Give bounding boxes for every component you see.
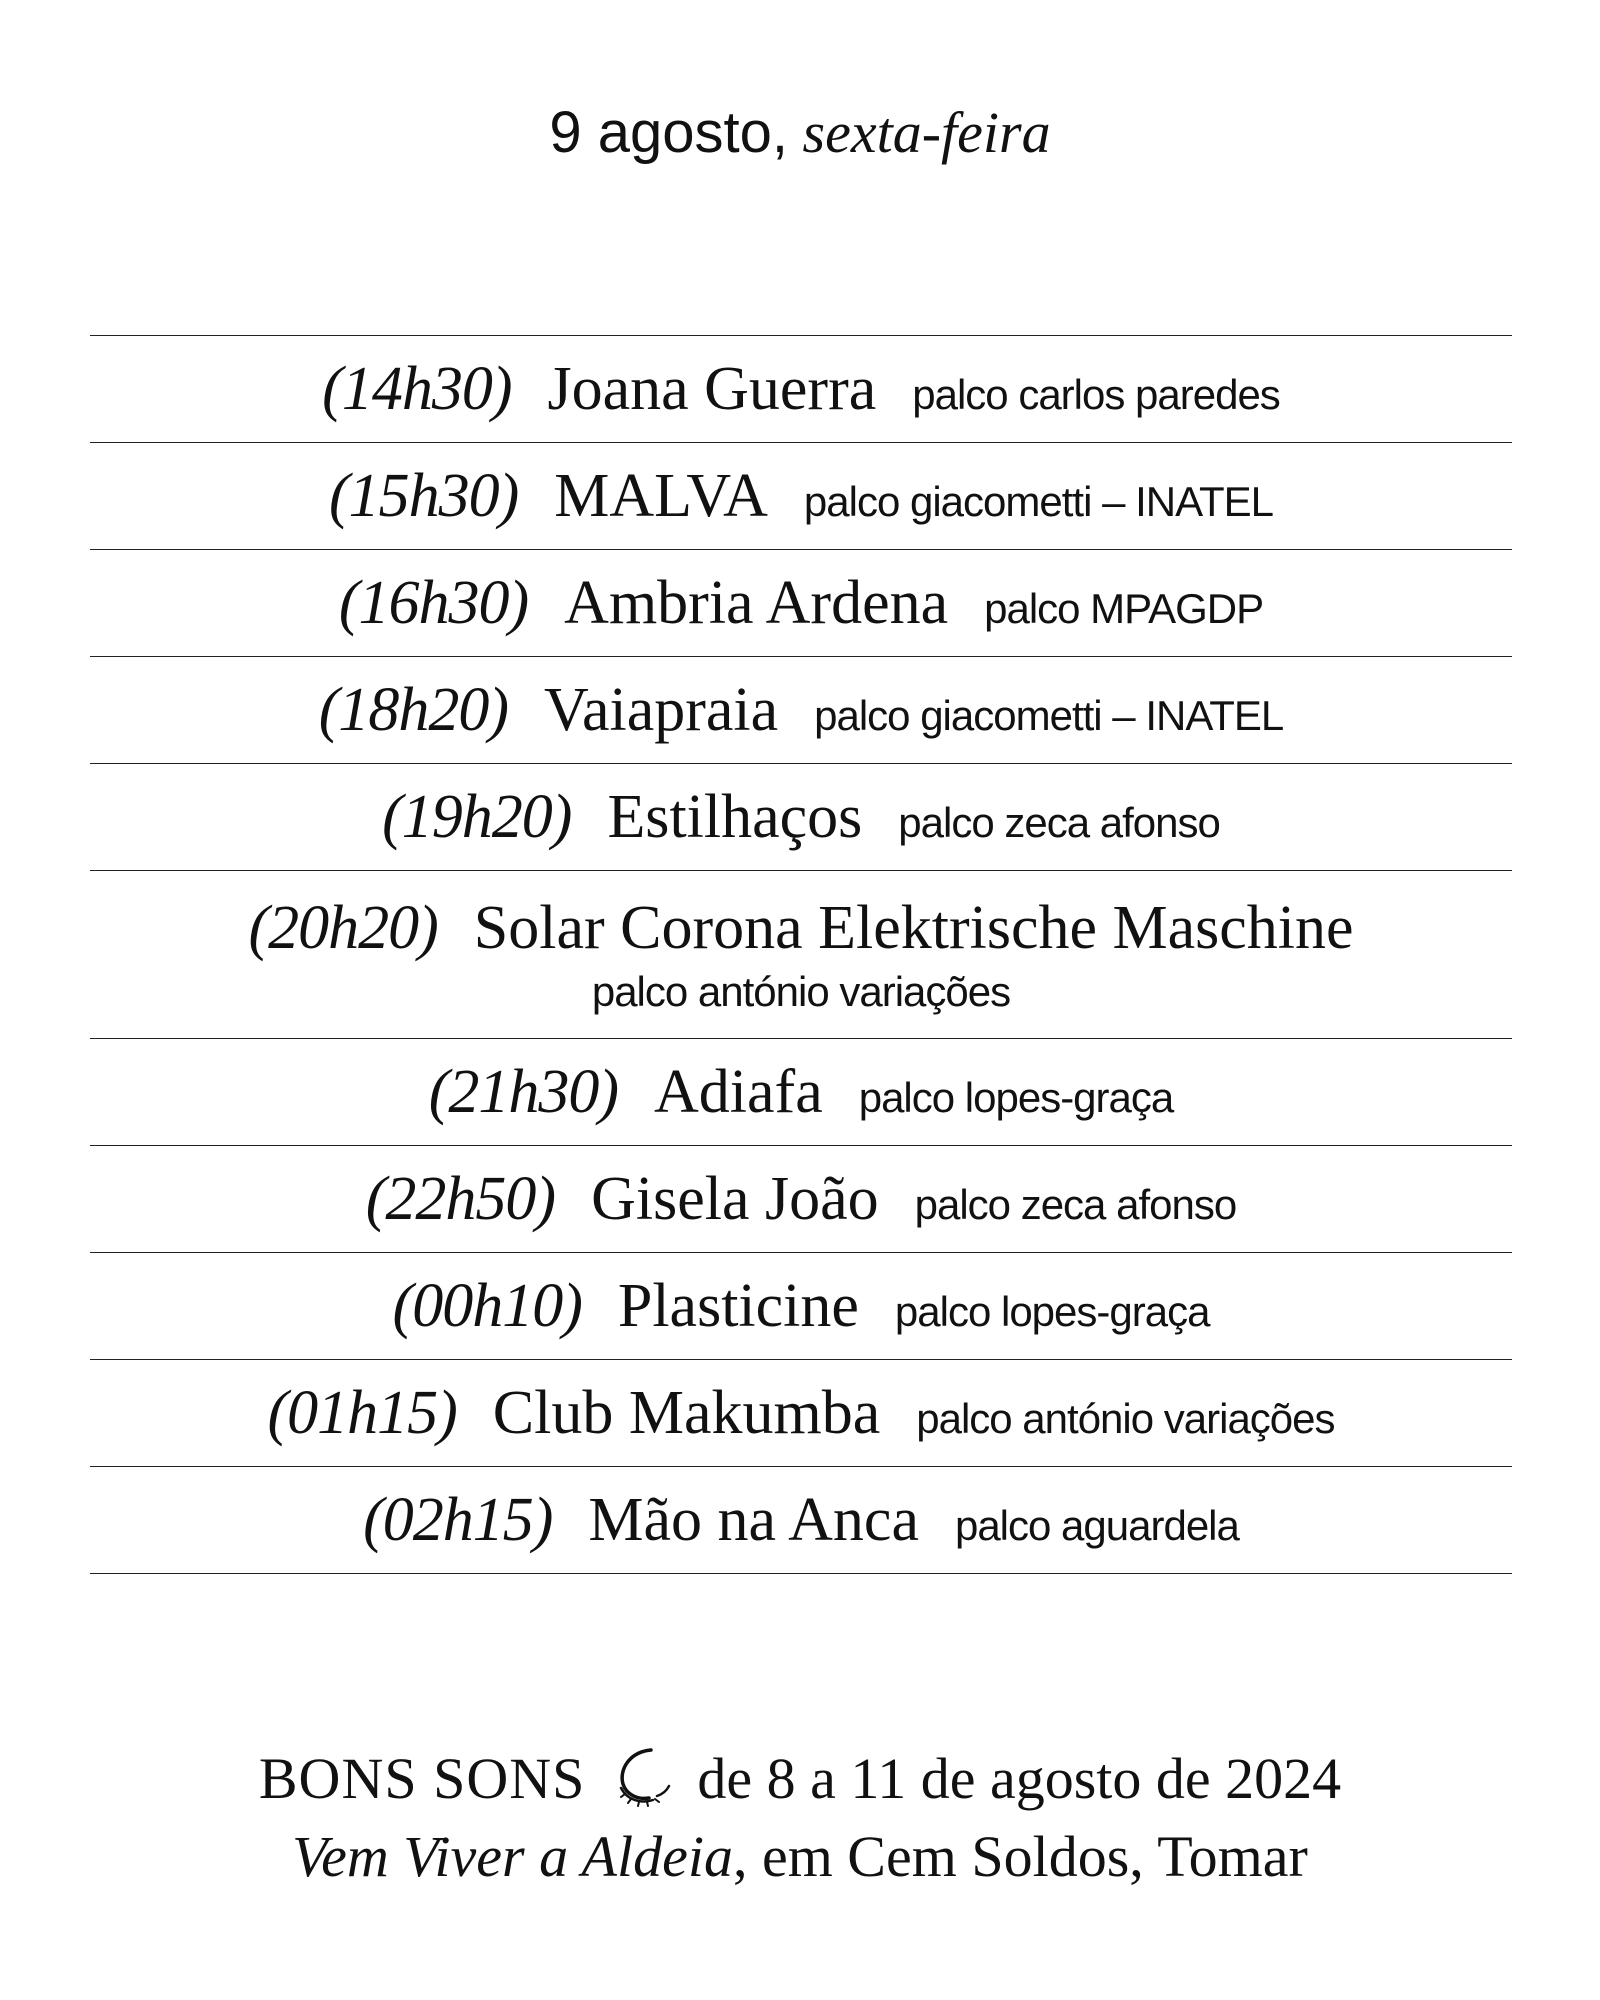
schedule-artist: Adiafa bbox=[654, 1057, 823, 1126]
schedule-stage: palco lopes-graça bbox=[894, 1287, 1210, 1335]
schedule-row bbox=[90, 336, 1512, 443]
festival-dates: de 8 a 11 de agosto de 2024 bbox=[697, 1746, 1342, 1811]
schedule-row bbox=[90, 871, 1512, 1039]
schedule-time: (20h20) bbox=[248, 894, 438, 962]
schedule-time: (16h30) bbox=[338, 568, 529, 637]
schedule-row bbox=[90, 1253, 1512, 1360]
footer-line-festival bbox=[0, 1740, 1600, 1818]
schedule-row bbox=[90, 657, 1512, 764]
schedule-row bbox=[90, 764, 1512, 871]
schedule-time: (01h15) bbox=[267, 1378, 457, 1447]
festival-name: BONS SONS bbox=[258, 1746, 586, 1811]
footer-line-tagline bbox=[0, 1818, 1600, 1896]
schedule-stage: palco giacometti – INATEL bbox=[803, 477, 1274, 525]
schedule-time: (18h20) bbox=[318, 675, 509, 744]
schedule-artist: Ambria Ardena bbox=[564, 568, 949, 637]
header-weekday: sexta-feira bbox=[802, 100, 1051, 165]
schedule-stage: palco antónio variações bbox=[591, 968, 1011, 1015]
schedule-artist: Club Makumba bbox=[492, 1378, 881, 1447]
schedule-stage: palco lopes-graça bbox=[858, 1073, 1174, 1121]
schedule-list bbox=[90, 335, 1512, 1574]
schedule-stage: palco carlos paredes bbox=[912, 370, 1280, 418]
schedule-stage: palco giacometti – INATEL bbox=[814, 691, 1284, 739]
schedule-time: (22h50) bbox=[365, 1164, 556, 1233]
schedule-time: (00h10) bbox=[392, 1271, 582, 1340]
schedule-time: (19h20) bbox=[382, 782, 572, 851]
footer bbox=[0, 1740, 1600, 1896]
festival-location: , em Cem Soldos, Tomar bbox=[732, 1824, 1308, 1889]
schedule-row bbox=[90, 443, 1512, 550]
header-date: 9 agosto, bbox=[549, 100, 789, 165]
schedule-time: (21h30) bbox=[428, 1057, 619, 1126]
schedule-row bbox=[90, 1360, 1512, 1467]
schedule-artist: Vaiapraia bbox=[544, 675, 779, 744]
schedule-time: (02h15) bbox=[363, 1485, 553, 1554]
schedule-time: (14h30) bbox=[322, 354, 512, 423]
schedule-time: (15h30) bbox=[328, 461, 519, 530]
crescent-wreath-icon bbox=[611, 1744, 675, 1808]
festival-tagline: Vem Viver a Aldeia bbox=[292, 1824, 733, 1889]
schedule-stage: palco zeca afonso bbox=[898, 798, 1220, 846]
schedule-artist: Gisela João bbox=[591, 1164, 879, 1233]
schedule-stage: palco aguardela bbox=[954, 1501, 1239, 1549]
schedule-artist: Solar Corona Elektrische Maschine bbox=[473, 894, 1354, 962]
schedule-row bbox=[90, 1467, 1512, 1574]
schedule-row bbox=[90, 1039, 1512, 1146]
schedule-stage: palco antónio variações bbox=[916, 1394, 1335, 1442]
schedule-artist: Estilhaços bbox=[607, 782, 863, 851]
schedule-row bbox=[90, 550, 1512, 657]
schedule-artist: MALVA bbox=[554, 461, 768, 530]
schedule-stage: palco zeca afonso bbox=[914, 1180, 1237, 1228]
schedule-stage: palco MPAGDP bbox=[984, 584, 1264, 632]
schedule-artist: Mão na Anca bbox=[588, 1485, 919, 1554]
schedule-artist: Joana Guerra bbox=[547, 354, 877, 423]
schedule-row bbox=[90, 1146, 1512, 1253]
page-title bbox=[0, 100, 1600, 165]
schedule-artist: Plasticine bbox=[617, 1271, 859, 1340]
